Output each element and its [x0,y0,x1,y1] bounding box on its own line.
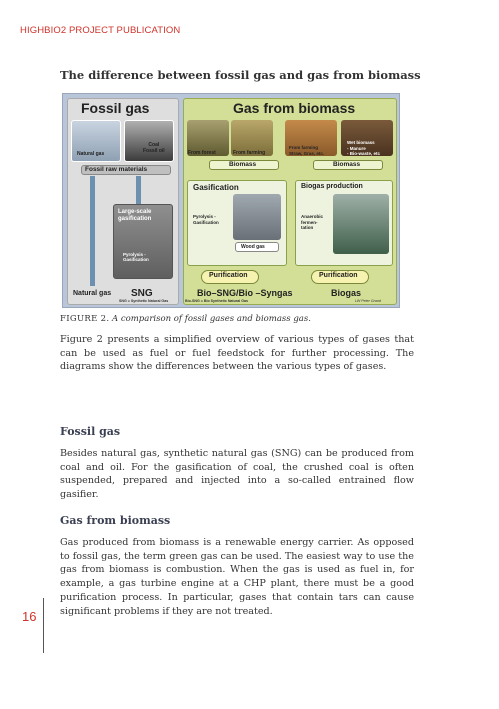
biomass-label-2: Biomass [333,161,361,168]
coal-arrow [136,176,141,204]
coal-oil-photo [124,120,174,162]
biomass-label-1: Biomass [229,161,257,168]
natural-gas-out-label: Natural gas [73,290,112,297]
coal-oil-photo-label: Coal Fossil oil [143,142,165,154]
fossil-gas-paragraph: Besides natural gas, synthetic natural gas (SNG) can be produced from coal and oil. For the gasification of coal, the crushed coal is often suspended, prepared and injected into a so-called entrained flow gasifier. [60,448,414,501]
legend-sng: SNG = Synthetic Natural Gas [119,299,169,303]
pyrolysis-mid-label: Pyrolysis - Gasification [193,214,219,225]
figure-credit: LW Peter Grand [355,299,381,303]
biogas-production-label: Biogas production [301,183,363,190]
purification-label-1: Purification [209,272,248,279]
gasification-label: Gasification [193,183,239,192]
purification-label-2: Purification [319,272,358,279]
running-header: HIGHBIO2 PROJECT PUBLICATION [20,25,181,36]
bio-sng-label: Bio–SNG/Bio –Syngas [197,288,293,298]
intro-paragraph: Figure 2 presents a simplified overview of various types of gases that can be used as fuel or fuel feedstock for further processing. The diagrams show the differences between the various types of gases. [60,334,414,373]
figure-caption [60,314,311,324]
legend-biosng: Bio-SNG = Bio Synthetic Natural Gas [185,299,249,303]
fossil-gas-heading: Fossil gas [60,425,121,438]
caption-text: A comparison of fossil gases and biomass gas. [112,314,311,324]
sng-out-label: SNG [131,288,153,299]
from-farming-label: From farming [233,150,266,156]
gasifier-plant [233,194,281,240]
natural-gas-photo-label: Natural gas [77,151,105,157]
fossil-heading: Fossil gas [81,100,150,116]
natural-gas-arrow [90,176,95,286]
wet-biomass-label: Wet biomass - Manure - Bio-waste, etc [347,140,381,156]
from-farming-straw-label: From farming Straw, Gras, etc. [289,145,325,156]
digester-plant [333,194,389,254]
section-title: The difference between fossil gas and gas from biomass [60,68,421,82]
biomass-heading: Gas from biomass [233,100,356,116]
from-forest-label: From forest [188,150,216,156]
page-number-rule [43,598,44,653]
anaerobic-label: Anaerobic fermen- tation [301,214,324,230]
biomass-gas-heading: Gas from biomass [60,514,171,527]
pyrolysis-left-label: Pyrolysis - Gasification [123,252,149,262]
figure-diagram [62,93,400,308]
page-number: 16 [22,609,37,624]
fossil-raw-label: Fossil raw materials [85,166,148,173]
large-scale-label: Large-scale gasification [118,209,152,222]
wood-gas-label: Wood gas [241,244,265,250]
biomass-gas-paragraph: Gas produced from biomass is a renewable energy carrier. As opposed to fossil gas, the term green gas can be used. The easiest way to use the gas from biomass is combustion. When the gas is used as fuel in, for example, a gas turbine engine at a CHP plant, there must be a good purification process. In particular, gases that contain tars can cause significant problems if they are not treated. [60,537,414,617]
caption-label: FIGURE 2. [60,314,110,324]
biogas-out-label: Biogas [331,288,362,298]
